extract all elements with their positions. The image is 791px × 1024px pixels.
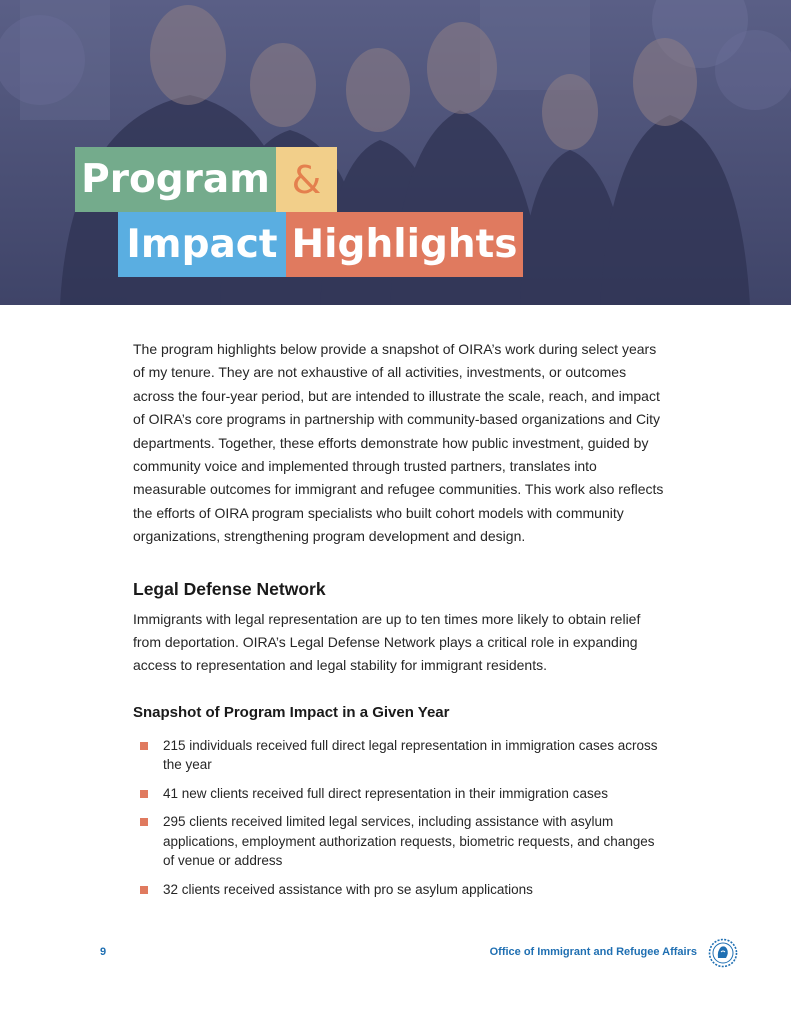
list-item bbox=[133, 880, 668, 900]
square-bullet-icon bbox=[140, 886, 148, 894]
list-item bbox=[133, 784, 668, 804]
list-item-text: 215 individuals received full direct legal representation in immigration cases across the year bbox=[163, 737, 658, 773]
hero-banner bbox=[0, 0, 791, 305]
list-item-text: 32 clients received assistance with pro se asylum applications bbox=[163, 881, 533, 897]
square-bullet-icon bbox=[140, 742, 148, 750]
footer-organization: Office of Immigrant and Refugee Affairs bbox=[489, 946, 697, 958]
impact-list bbox=[133, 736, 668, 900]
list-item-text: 41 new clients received full direct representation in their immigration cases bbox=[163, 785, 608, 801]
list-item-text: 295 clients received limited legal services, including assistance with asylum applications, employment authorization requests, biometric requests, and changes of venue or address bbox=[163, 814, 655, 869]
list-item bbox=[133, 812, 668, 871]
legal-defense-paragraph: Immigrants with legal representation are up to ten times more likely to obtain relief from deportation. OIRA’s Legal Defense Network plays a critical role in expanding access to representation and legal stability for immigrant residents. bbox=[133, 610, 641, 674]
title-ampersand-box bbox=[276, 147, 337, 212]
list-item bbox=[133, 736, 668, 775]
square-bullet-icon bbox=[140, 790, 148, 798]
title-ampersand: & bbox=[291, 157, 322, 202]
seattle-seal-icon bbox=[708, 938, 738, 968]
title-impact: Impact bbox=[126, 222, 278, 267]
intro-paragraph: The program highlights below provide a snapshot of OIRA’s work during select years of my tenure. They are not exhaustive of all activities, investments, or outcomes across the four-year period, but are intended to illustrate the scale, reach, and impact of OIRA’s core programs in partnership with community-based organizations and City departments. Together, these efforts demonstrate how public investment, guided by community voice and implemented through trusted partners, translates into measurable outcomes for immigrant and refugee communities. This work also reflects the efforts of OIRA program specialists who built cohort models with community organizations, strengthening program development and design. bbox=[133, 341, 664, 545]
main-content bbox=[133, 338, 668, 908]
title-impact-box bbox=[118, 212, 286, 277]
section-heading-legal-defense: Legal Defense Network bbox=[133, 578, 326, 599]
title-program-box bbox=[75, 147, 276, 212]
title-program: Program bbox=[81, 157, 270, 202]
title-highlights-box bbox=[286, 212, 523, 277]
page-number: 9 bbox=[100, 946, 107, 958]
title-highlights: Highlights bbox=[291, 222, 518, 267]
snapshot-heading: Snapshot of Program Impact in a Given Year bbox=[133, 703, 450, 721]
square-bullet-icon bbox=[140, 818, 148, 826]
